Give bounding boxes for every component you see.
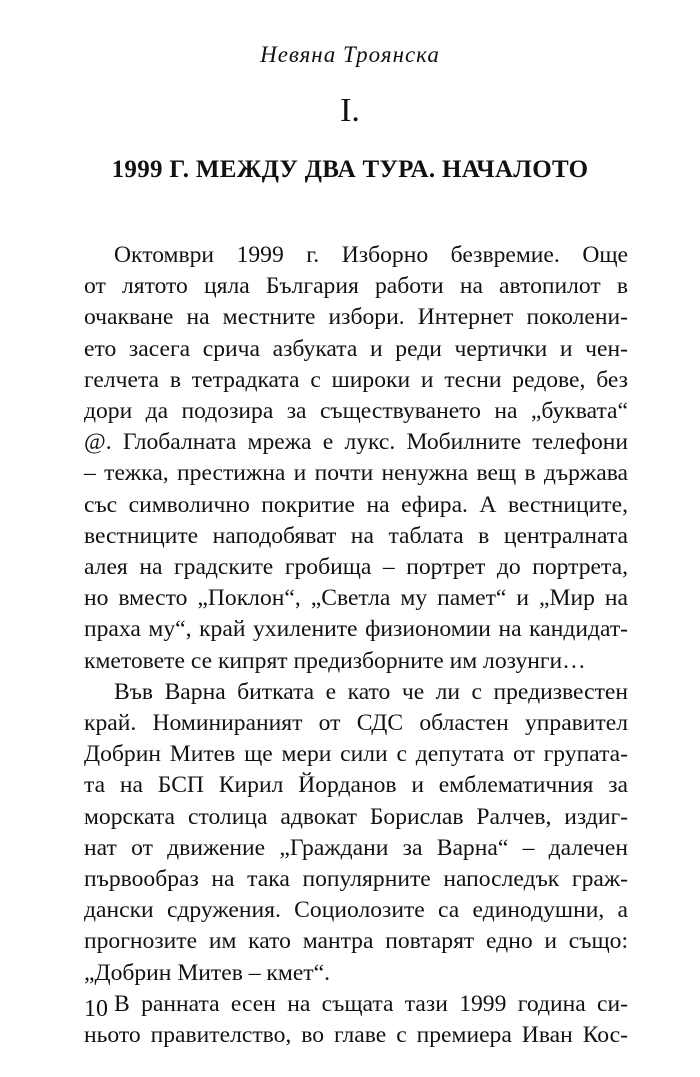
text-line: от лятото цяла България работи на автопилот в: [84, 273, 628, 300]
text-line: със символично покритие на ефира. А вестниците,: [84, 491, 628, 518]
chapter-title: 1999 Г. МЕЖДУ ДВА ТУРА. НАЧАЛОТО: [111, 156, 589, 183]
paragraph-3: [84, 989, 628, 1051]
text-line: морската столица адвокат Борислав Ралчев, издиг-: [84, 803, 628, 830]
text-line: – тежка, престижна и почти ненужна вещ в държава: [84, 460, 628, 487]
text-line: вестниците наподобяват на таблата в централната: [84, 522, 628, 549]
text-line: „Добрин Митев – кмет“.: [84, 959, 330, 986]
text-line: дори да подозира за съществуването на „буквата“: [84, 398, 628, 425]
body-text: [84, 240, 628, 1051]
paragraph-2: [84, 677, 628, 989]
text-line: @. Глобалната мрежа е лукс. Мобилните телефони: [84, 429, 628, 456]
text-line: алея на градските гробища – портрет до портрета,: [84, 554, 628, 581]
text-line: ето засега срича азбуката и реди чертички и чен-: [84, 335, 628, 362]
text-line: прогнозите им като мантра повтарят едно и също:: [84, 928, 628, 955]
text-line: та на БСП Кирил Йорданов и емблематичния за: [84, 772, 628, 799]
text-line: но вместо „Поклон“, „Светла му памет“ и „Мир на: [84, 585, 628, 612]
text-line: първообраз на така популярните напоследък граж-: [84, 866, 628, 893]
page-number: 10: [84, 996, 108, 1022]
running-header-author: Невяна Троянска: [260, 42, 440, 67]
paragraph-1: [84, 240, 628, 677]
text-line: Добрин Митев ще мери сили с депутата от групата-: [84, 741, 628, 768]
text-line: ньото правителство, во главе с премиера Иван Кос-: [84, 1022, 628, 1049]
chapter-number: I.: [340, 92, 360, 129]
text-line: Във Варна битката е като че ли с предизвестен: [114, 678, 628, 705]
text-line: дански сдружения. Социолозите са единодушни, а: [84, 897, 628, 924]
text-line: праха му“, край ухилените физиономии на кандидат-: [84, 616, 628, 643]
text-line: край. Номинираният от СДС областен управител: [84, 710, 628, 737]
text-line: нат от движение „Граждани за Варна“ – далечен: [84, 834, 628, 861]
text-line: гелчета в тетрадката с широки и тесни редове, без: [84, 366, 628, 393]
text-line: В ранната есен на същата тази 1999 година си-: [114, 990, 628, 1017]
text-line: Октомври 1999 г. Изборно безвремие. Още: [114, 242, 628, 268]
text-line: кметовете се кипрят предизборните им лозунги…: [84, 647, 586, 674]
text-line: очакване на местните избори. Интернет поколени-: [84, 304, 628, 331]
